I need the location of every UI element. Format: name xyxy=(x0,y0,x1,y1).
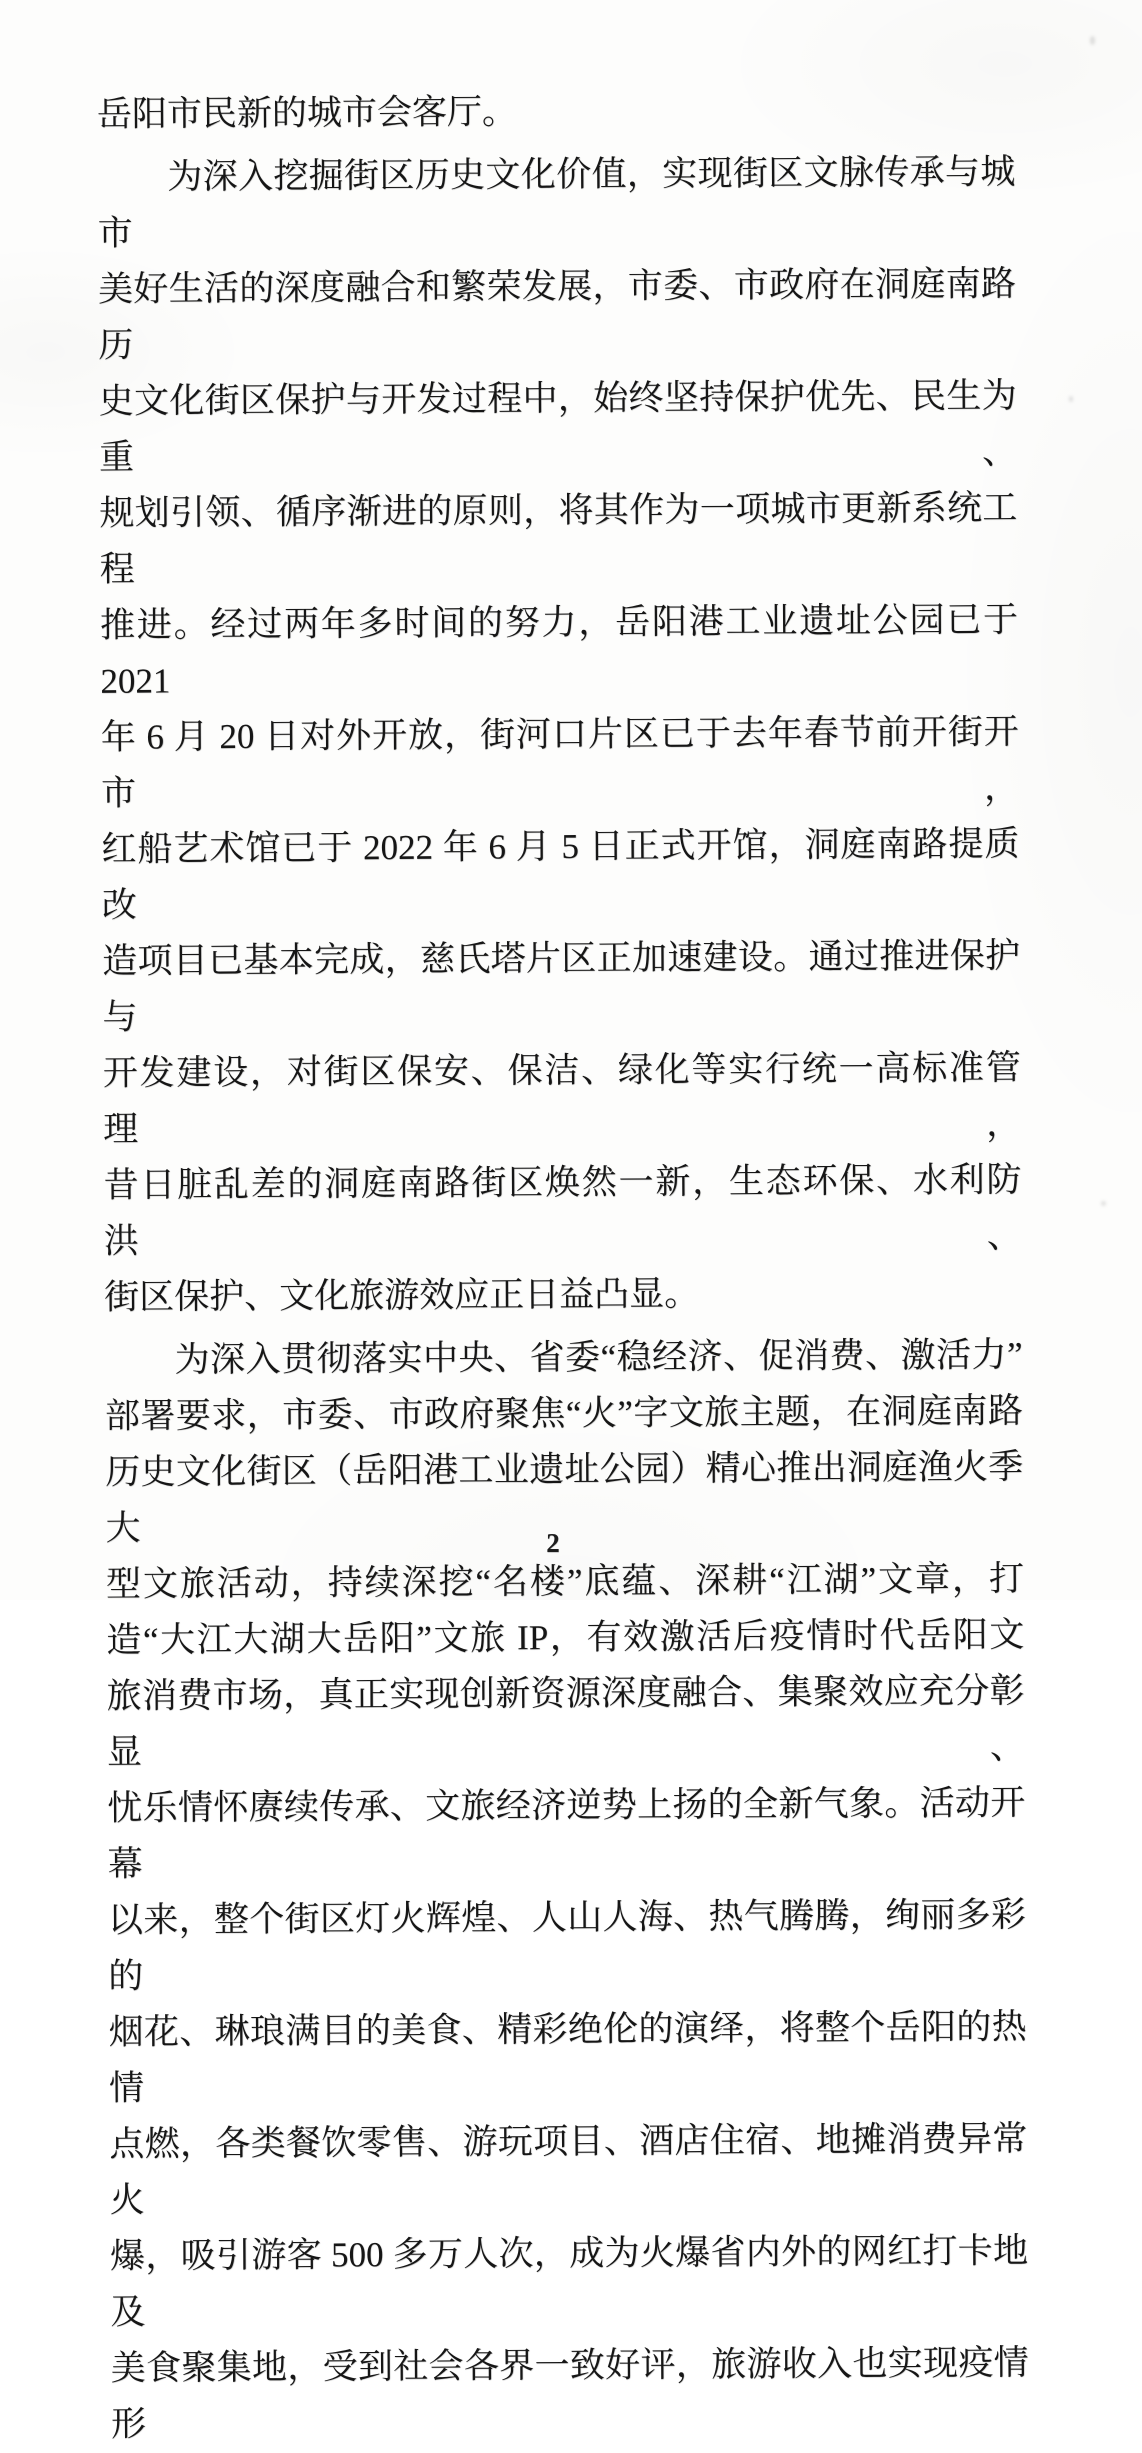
text-line: 年 6 月 20 日对外开放，街河口片区已于去年春节前开街开市， xyxy=(100,712,1020,813)
text-line: 开发建设，对街区保安、保洁、绿化等实行统一高标准管理， xyxy=(102,1048,1022,1149)
text-line: 昔日脏乱差的洞庭南路街区焕然一新，生态环保、水利防洪、 xyxy=(103,1160,1022,1261)
text-line: 型文旅活动，持续深挖“名楼”底蕴、深耕“江湖”文章，打 xyxy=(105,1559,1025,1604)
text-line: 史文化街区保护与开发过程中，始终坚持保护优先、民生为重、 xyxy=(98,376,1018,477)
text-line: 烟花、琳琅满目的美食、精彩绝伦的演绎，将整个岳阳的热情 xyxy=(108,2007,1027,2108)
text-line: 历史文化街区（岳阳港工业遗址公园）精心推出洞庭渔火季大 xyxy=(105,1447,1024,1548)
text-line: 推进。经过两年多时间的努力，岳阳港工业遗址公园已于 2021 xyxy=(99,600,1019,701)
text-line: 部署要求，市委、市政府聚焦“火”字文旅主题，在洞庭南路 xyxy=(104,1391,1024,1436)
page-number: 2 xyxy=(546,1528,560,1558)
paragraph xyxy=(104,1327,1029,2453)
text-line: 美食聚集地，受到社会各界一致好评，旅游收入也实现疫情形 xyxy=(110,2343,1029,2444)
text-line: 红船艺术馆已于 2022 年 6 月 5 日正式开馆，洞庭南路提质改 xyxy=(101,824,1020,925)
text-line: 美好生活的深度融合和繁荣发展，市委、市政府在洞庭南路历 xyxy=(97,264,1017,365)
body-text xyxy=(97,81,1029,2453)
text-line: 规划引领、循序渐进的原则，将其作为一项城市更新系统工程 xyxy=(99,488,1018,589)
paragraph xyxy=(97,144,1022,1326)
text-line: 为深入贯彻落实中央、省委“稳经济、促消费、激活力” xyxy=(174,1335,1023,1380)
text-line: 旅消费市场，真正实现创新资源深度融合、集聚效应充分彰显、 xyxy=(106,1671,1026,1772)
scan-speck xyxy=(1090,36,1095,45)
text-line: 忧乐情怀赓续传承、文旅经济逆势上扬的全新气象。活动开幕 xyxy=(107,1783,1026,1884)
text-line: 造项目已基本完成，慈氏塔片区正加速建设。通过推进保护与 xyxy=(102,936,1021,1037)
text-line: 造“大江大湖大岳阳”文旅 IP，有效激活后疫情时代岳阳文 xyxy=(106,1615,1025,1660)
text-line: 街区保护、文化旅游效应正日益凸显。 xyxy=(104,1274,700,1317)
scan-speck xyxy=(1101,1201,1106,1206)
text-line: 以来，整个街区灯火辉煌、人山人海、热气腾腾，绚丽多彩的 xyxy=(107,1895,1027,1996)
text-line: 点燃，各类餐饮零售、游玩项目、酒店住宿、地摊消费异常火 xyxy=(109,2119,1028,2220)
scan-speck xyxy=(1069,396,1073,402)
text-line: 为深入挖掘街区历史文化价值，实现街区文脉传承与城市 xyxy=(97,152,1016,253)
text-line: 岳阳市民新的城市会客厅。 xyxy=(96,92,518,134)
paragraph xyxy=(97,81,1015,143)
text-line: 爆，吸引游客 500 多万人次，成为火爆省内外的网红打卡地及 xyxy=(109,2231,1029,2332)
